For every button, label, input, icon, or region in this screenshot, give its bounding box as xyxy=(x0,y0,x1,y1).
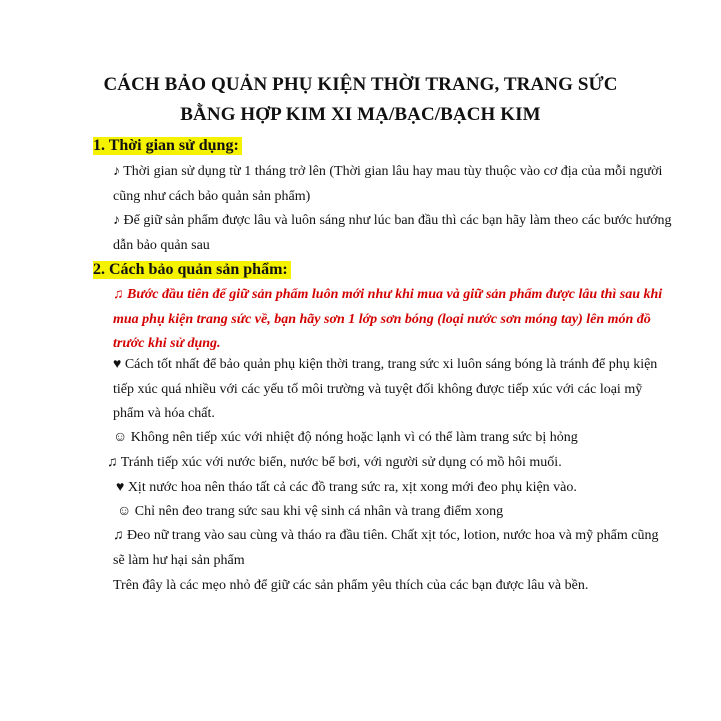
section-1-item-2-text: Để giữ sản phẩm được lâu và luôn sáng như lúc ban đầu thì các bạn hãy làm theo các bước hướng dẫn bảo quản sau xyxy=(113,213,672,253)
section-1-heading xyxy=(93,137,242,155)
section-2-item-5 xyxy=(116,476,676,501)
section-2-heading-text: 2. Cách bảo quản sản phẩm: xyxy=(93,261,291,279)
document-title-line-2: BẰNG HỢP KIM XI MẠ/BẠC/BẠCH KIM xyxy=(180,104,541,125)
section-2-item-4-text: Tránh tiếp xúc với nước biển, nước bể bơi, với người sử dụng có mồ hôi muối. xyxy=(120,455,562,470)
section-2-item-4 xyxy=(107,451,667,476)
smiley-icon: ☺ xyxy=(113,430,128,445)
section-2-item-7 xyxy=(113,524,673,573)
section-2-item-2-text: Cách tốt nhất để bảo quản phụ kiện thời trang, trang sức xi luôn sáng bóng là tránh để phụ kiện tiếp xúc quá nhiều với các yếu tố môi trường và tuyệt đối không được tiếp xúc với các loại mỹ phẩm và hóa chất. xyxy=(113,357,658,421)
music-note-icon: ♪ xyxy=(113,164,120,179)
beamed-notes-icon: ♫ xyxy=(107,455,118,470)
beamed-notes-icon: ♫ xyxy=(113,287,124,302)
smiley-icon: ☺ xyxy=(117,504,132,519)
section-2-heading xyxy=(93,261,291,279)
section-2-item-3-text: Không nên tiếp xúc với nhiệt độ nóng hoặc lạnh vì có thể làm trang sức bị hỏng xyxy=(130,430,578,445)
closing-paragraph: Trên đây là các mẹo nhỏ để giữ các sản phẩm yêu thích của các bạn được lâu và bền. xyxy=(113,578,589,593)
section-2-item-6-text: Chỉ nên đeo trang sức sau khi vệ sinh cá nhân và trang điểm xong xyxy=(134,504,504,519)
section-1-item-2 xyxy=(113,209,673,258)
section-2-item-2 xyxy=(113,353,673,427)
heart-icon: ♥ xyxy=(116,480,125,495)
beamed-notes-icon: ♫ xyxy=(113,528,124,543)
section-1-heading-text: 1. Thời gian sử dụng: xyxy=(93,137,242,155)
section-2-item-7-text: Đeo nữ trang vào sau cùng và tháo ra đầu tiên. Chất xịt tóc, lotion, nước hoa và mỹ phẩm cũng sẽ làm hư hại sản phẩm xyxy=(113,528,659,568)
section-2-item-6 xyxy=(117,500,677,525)
music-note-icon: ♪ xyxy=(113,213,120,228)
section-1-item-1 xyxy=(113,160,673,209)
section-1-item-1-text: Thời gian sử dụng từ 1 tháng trở lên (Thời gian lâu hay mau tùy thuộc vào cơ địa của mỗi người cũng như cách bảo quản sản phẩm) xyxy=(113,164,663,204)
document-title-line-1: CÁCH BẢO QUẢN PHỤ KIỆN THỜI TRANG, TRANG SỨC xyxy=(103,74,618,95)
heart-icon: ♥ xyxy=(113,357,122,372)
section-2-item-5-text: Xịt nước hoa nên tháo tất cả các đồ trang sức ra, xịt xong mới đeo phụ kiện vào. xyxy=(127,480,577,495)
section-2-item-1-text: Bước đầu tiên để giữ sản phẩm luôn mới như khi mua và giữ sản phẩm được lâu thì sau khi mua phụ kiện trang sức về, bạn hãy sơn 1 lớp sơn bóng (loại nước sơn móng tay) lên món đồ trước khi sử dụng. xyxy=(113,287,663,351)
section-2-item-3 xyxy=(113,426,673,451)
section-2-item-1 xyxy=(113,283,673,357)
